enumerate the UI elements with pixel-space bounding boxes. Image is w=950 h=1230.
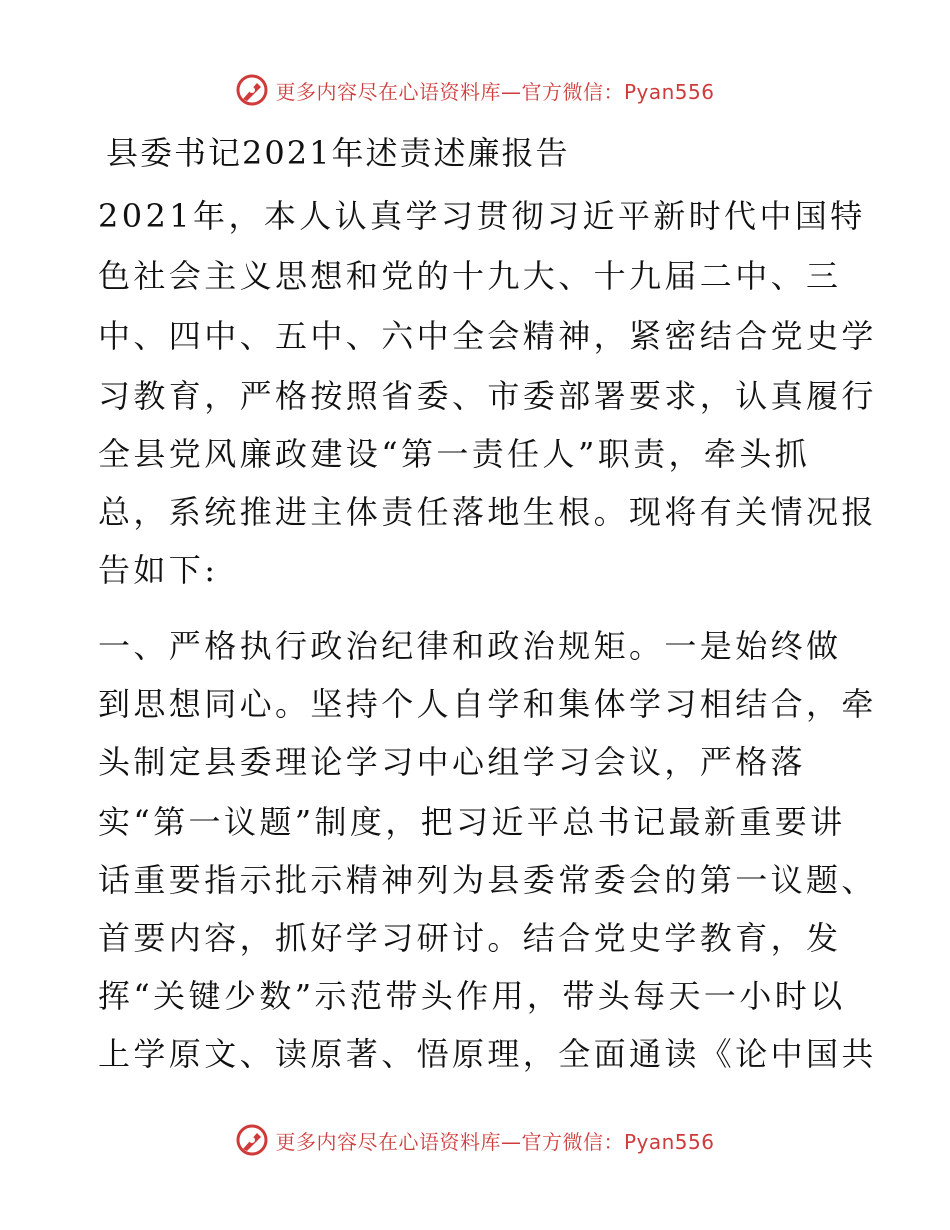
body-line-2: 色社会主义思想和党的十九大、十九届二中、三: [98, 257, 842, 295]
header-banner-text: 更多内容尽在心语资料库—官方微信：Pyan556: [275, 79, 715, 104]
body-line-5: 全县党风廉政建设“第一责任人”职责，牵头抓: [98, 435, 811, 473]
body-line-6: 总，系统推进主体责任落地生根。现将有关情况报: [98, 493, 877, 531]
body-line-10: 头制定县委理论学习中心组学习会议，严格落: [98, 743, 807, 781]
body-line-13: 首要内容，抓好学习研讨。结合党史学教育，发: [98, 919, 842, 957]
header-banner: [0, 70, 950, 110]
body-line-3: 中、四中、五中、六中全会精神，紧密结合党史学: [98, 317, 877, 355]
document-title: 县委书记2021年述责述廉报告: [106, 134, 570, 172]
pen-circle-logo-icon: [235, 73, 269, 107]
footer-banner: [0, 1120, 950, 1160]
body-line-14: 挥“关键少数”示范带头作用，带头每天一小时以: [98, 977, 846, 1015]
body-line-8: 一、严格执行政治纪律和政治规矩。一是始终做: [98, 627, 842, 665]
header-banner-content: [235, 73, 714, 107]
body-line-15: 上学原文、读原著、悟原理，全面通读《论中国共: [98, 1035, 877, 1073]
body-line-11: 实“第一议题”制度，把习近平总书记最新重要讲: [98, 803, 846, 841]
footer-banner-text: 更多内容尽在心语资料库—官方微信：Pyan556: [275, 1129, 715, 1154]
body-line-1: 2021年，本人认真学习贯彻习近平新时代中国特: [98, 197, 866, 235]
body-line-9: 到思想同心。坚持个人自学和集体学习相结合，牵: [98, 685, 877, 723]
body-line-7: 告如下:: [98, 551, 219, 589]
body-line-12: 话重要指示批示精神列为县委常委会的第一议题、: [98, 861, 877, 899]
pen-circle-logo-icon: [235, 1123, 269, 1157]
body-line-4: 习教育，严格按照省委、市委部署要求，认真履行: [98, 377, 877, 415]
footer-banner-content: [235, 1123, 714, 1157]
